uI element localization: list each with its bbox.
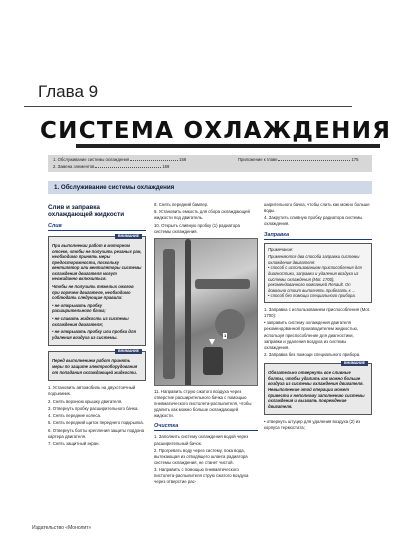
sub-heading-refill: Заправка [264,232,372,240]
section-title: 1. Обслуживание системы охлаждения [54,184,175,191]
step-list: 1. Установить автомобиль на двухстоечный подъемник. 2. Снять верхнюю крышку двигателя. 3. Отвернуть пробку расширительного бачка. 4. Снять передние колеса. 5. Снять передний щиток переднего подкрылка. 6. Отвернуть болты крепления защиты поддона картера двигателя. 7. Снять защитный экран. [48,385,145,447]
toc-item[interactable]: 1. Обслуживание системы охлаждения 156 [53,157,187,162]
arrow-icon [209,339,215,345]
column-1 [48,204,146,448]
column-3 [264,202,372,433]
warning-box: ВНИМАНИЕ Обязательно отвернуть все сливные болты, чтобы удалить как можно больше воздуха из системы охлаждения двигателя. Невыполнение этой операции может привести к неполному заполнению системы охлаждения и вызвать повреждение двигателя. [264,363,372,415]
radiator-photo [154,238,258,386]
warning-tag: ВНИМАНИЕ [115,349,142,354]
step-list: 1. Заполнить систему охлаждения водой через расширительный бачок. 2. Прогревать воду через систему, пока вода, вытекающая из отводящего шланга радиатора системы охлаждения, не станет чистой. 3. Направить с помощью пневматического пистолета-распылителя струю сжатого воздуха через отверстие рас- [154,434,249,485]
table-of-contents [48,155,372,172]
step-list: 11. Направить струю сжатого воздуха через отверстие расширительного бачка с помощью пневматического пистолета-распылителя, чтобы удалить как можно больше охлаждающей жидкости. [154,388,252,419]
sub-heading-drain: Слив [48,223,146,231]
step-list: • отвернуть штуцер для удаления воздуха (2) из корпуса термостата; [264,419,361,431]
toc-item[interactable]: 2. Замена элементов 159 [53,164,170,169]
warning-box: ВНИМАНИЕ При выполнении работ в моторном отсеке, чтобы не получить резаных ран, необходимо принять меры предосторожности, поскольку вентилятор или вентиляторы системы охлаждения двигателя могут неожиданно включиться. Чтобы не получить тяжелых ожогов при горячем двигателе, необходимо соблюдать следующие правила: • не открывать пробку расширительного бачка; • не сливать жидкость из системы охлаждения двигателя; • не открывать пробку или пробки для удаления воздуха из системы. [48,236,146,347]
chapter-label: Глава 9 [38,82,99,101]
section-banner [48,181,372,194]
subsection-heading: Слив и заправка охлаждающей жидкости [48,204,125,219]
figure-callout: 1 [224,332,227,338]
toc-item[interactable]: Приложение к главе 175 [238,157,359,162]
chapter-divider [24,106,352,107]
chapter-title: СИСТЕМА ОХЛАЖДЕНИЯ [40,118,392,144]
warning-tag: ВНИМАНИЕ [341,361,368,366]
warning-box-2: ВНИМАНИЕ Перед выполнением работ принять меры по защите электрооборудования от попадания охлаждающей жидкости. [48,351,146,381]
note-box: Примечание: Применяются два способа заправки системы охлаждения двигателя: • способ с использованием приспособления для диагностики, заправки и удаления воздуха из системы охлаждения (Mot. 1700), рекомендованного компанией Renault. On довольно стоит выполнять прибегать к ... • способ без помощи специального прибора. [264,243,372,303]
title-underline [76,144,380,148]
warning-tag: ВНИМАНИЕ [115,234,142,239]
sub-heading-cleaning: Очистка [154,423,258,431]
column-2 [154,202,258,487]
publisher-footer: Издательство «Монолит» [32,525,92,531]
paragraph: ширительного бачка, чтобы слить как можно больше воды. 4. Закрутить сливную пробку радиатора системы охлаждения. [264,202,370,227]
step-list: 1. Заправка с использованием приспособления (Mot. 1700): • заправить систему охлаждения двигателя рекомендованной производителем жидкостью, используя приспособление для диагностики, заправки и удаления воздуха из системы охлаждения. 2. Заправка без помощи специального прибора. [264,307,371,358]
step-list: 8. Снять передний бампер. 9. Установить емкость для сбора охлаждающей жидкости под двигатель. 10. Открыть сливную пробку (1) радиатора системы охлаждения. [154,202,250,234]
